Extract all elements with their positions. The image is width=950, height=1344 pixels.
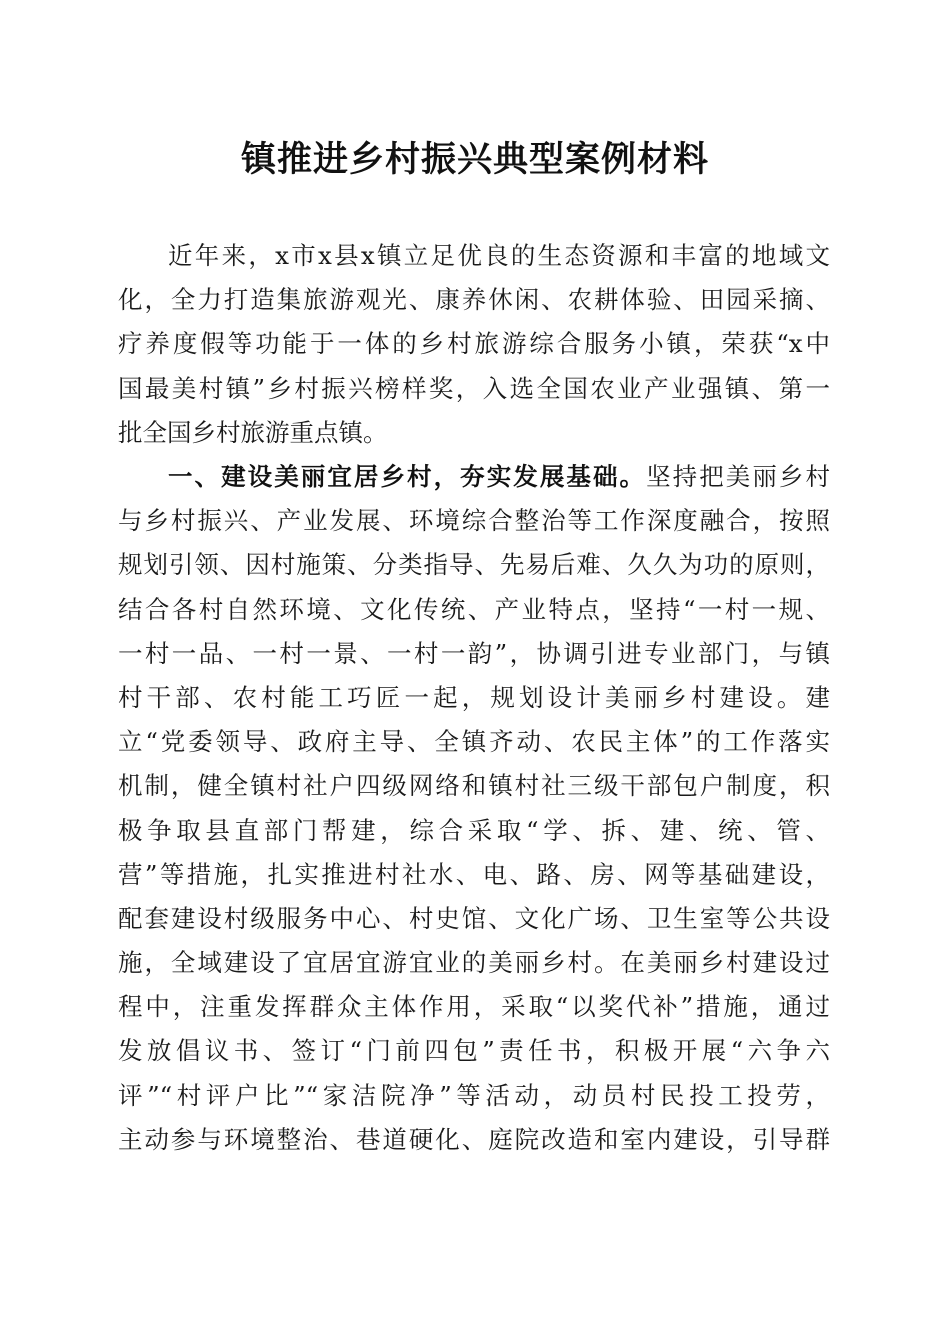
paragraph-line: 疗养度假等功能于一体的乡村旅游综合服务小镇，荣获“x中 [118,329,830,359]
paragraph-line: 一村一品、一村一景、一村一韵”，协调引进专业部门，与镇 [118,638,830,668]
paragraph-line: 主动参与环境整治、巷道硬化、庭院改造和室内建设，引导群 [118,1124,830,1154]
paragraph-line: 程中，注重发挥群众主体作用，采取“以奖代补”措施，通过 [118,992,830,1022]
paragraph-line: 立“党委领导、政府主导、全镇齐动、农民主体”的工作落实 [118,727,830,757]
paragraph-line: 近年来，x市x县x镇立足优良的生态资源和丰富的地域文 [168,241,830,270]
section-heading: 一、建设美丽宜居乡村，夯实发展基础。 [168,462,647,491]
paragraph-line: 村干部、农村能工巧匠一起，规划设计美丽乡村建设。建 [118,682,830,712]
paragraph-line: 发放倡议书、签订“门前四包”责任书，积极开展“六争六 [118,1036,830,1066]
paragraph-line: 结合各村自然环境、文化传统、产业特点，坚持“一村一规、 [118,594,830,624]
paragraph-line: 批全国乡村旅游重点镇。 [118,417,388,447]
paragraph-line-text: 坚持把美丽乡村 [646,462,830,491]
paragraph-line: 配套建设村级服务中心、村史馆、文化广场、卫生室等公共设 [118,903,830,933]
paragraph-line: 机制，健全镇村社户四级网络和镇村社三级干部包户制度，积 [118,771,830,801]
paragraph-line: 极争取县直部门帮建，综合采取“学、拆、建、统、管、 [118,815,830,845]
paragraph-line: 化，全力打造集旅游观光、康养休闲、农耕体验、田园采摘、 [118,285,830,315]
paragraph-line: 与乡村振兴、产业发展、环境综合整治等工作深度融合，按照 [118,506,830,536]
intro-paragraph [118,234,830,455]
paragraph-line: 施，全域建设了宜居宜游宜业的美丽乡村。在美丽乡村建设过 [118,948,830,978]
paragraph-line: 评”“村评户比”“家洁院净”等活动，动员村民投工投劳， [118,1080,830,1110]
document-title: 镇推进乡村振兴典型案例材料 [240,139,709,180]
section-one-paragraph [118,455,830,1162]
paragraph-first-line [118,455,830,499]
paragraph-line: 国最美村镇”乡村振兴榜样奖，入选全国农业产业强镇、第一 [118,373,830,403]
paragraph-line: 营”等措施，扎实推进村社水、电、路、房、网等基础建设， [118,859,830,889]
paragraph-line: 规划引领、因村施策、分类指导、先易后难、久久为功的原则， [118,550,830,580]
